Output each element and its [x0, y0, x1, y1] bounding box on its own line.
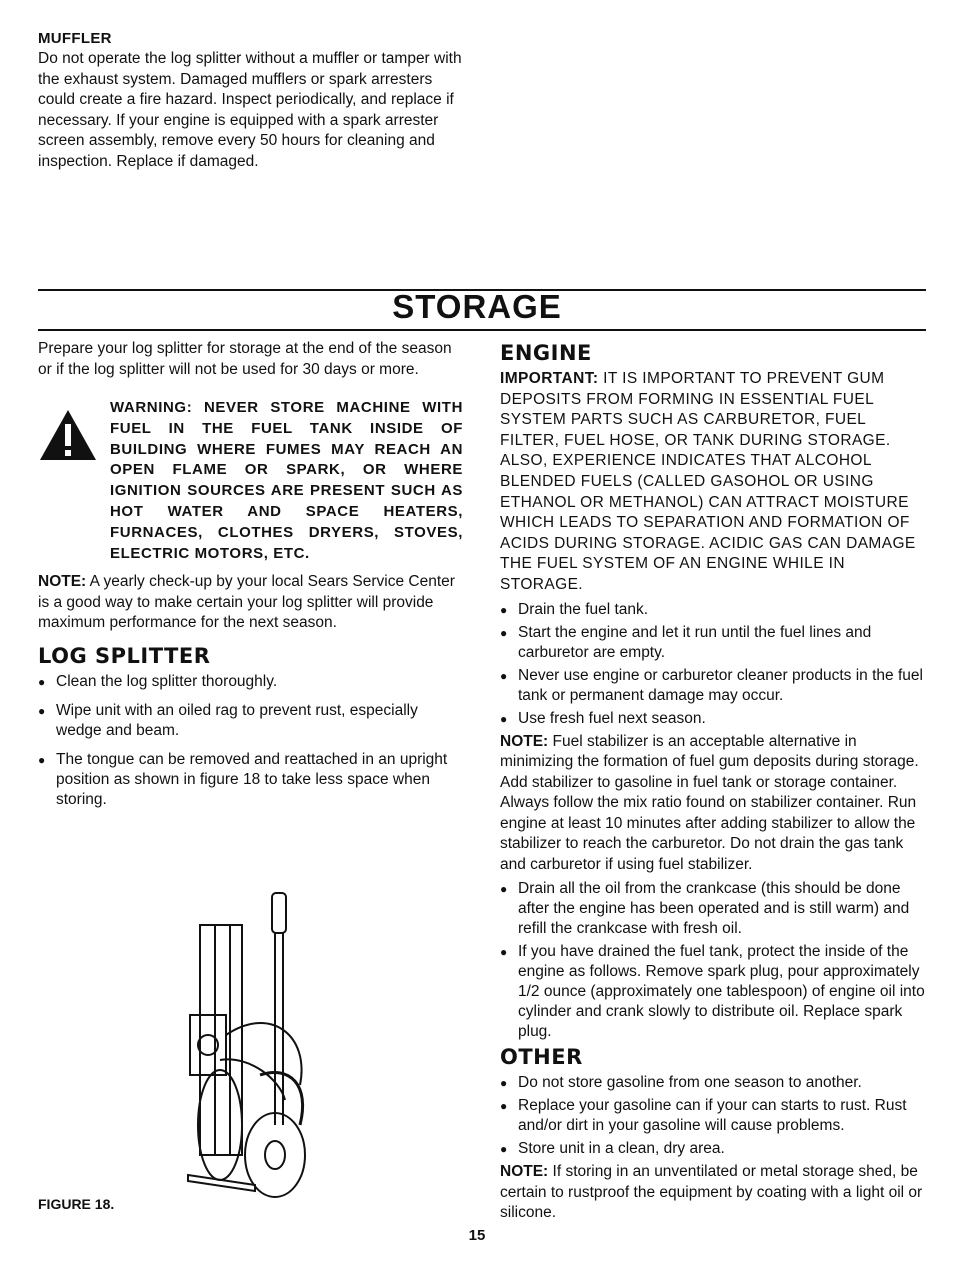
engine-list-1	[500, 600, 925, 729]
page-number: 15	[468, 1227, 486, 1244]
note-text: If storing in an unventilated or metal storage shed, be certain to rustproof the equipment by coating with a light oil or silicone.	[500, 1163, 923, 1222]
important-text: IT IS IMPORTANT TO PREVENT GUM DEPOSITS FROM FORMING IN ESSENTIAL FUEL SYSTEM PARTS SUCH AS CARBURETOR, FUEL FILTER, FUEL HOSE, OR TANK DURING STORAGE. ALSO, EXPERIENCE INDICATES THAT ALCOHOL BLENDED FUELS (CALLED GASOHOL OR USING ETHANOL OR METHANOL) CAN ATTRACT MOISTURE WHICH LEADS TO SEPARATION AND FORMATION OF ACIDS DURING STORAGE. ACIDIC GAS CAN DAMAGE THE FUEL SYSTEM OF AN ENGINE WHILE IN STORAGE.	[500, 370, 916, 593]
storage-note	[38, 572, 463, 634]
engine-list-2	[500, 879, 925, 1042]
warning-block	[38, 398, 463, 564]
muffler-body: Do not operate the log splitter without a muffler or tamper with the exhaust system. Damaged mufflers or spark arresters could create a fire hazard. Inspect periodically, and replace if necessary. If your engine is equipped with a spark arrester screen assembly, remove every 50 hours for cleaning and inspection. Replace if damaged.	[38, 50, 462, 170]
list-item: ● If you have drained the fuel tank, protect the inside of the engine as follows. Remove spark plug, pour approximately 1/2 ounce (approximately one tablespoon) of engine oil into cylinder and crank slowly to distribute oil. Replace spark plug.	[500, 942, 925, 1042]
list-item: ● Clean the log splitter thoroughly.	[38, 672, 463, 692]
log-splitter-heading: LOG SPLITTER	[38, 643, 211, 668]
list-item: ● Drain the fuel tank.	[500, 600, 925, 620]
engine-note	[500, 732, 925, 876]
bottom-rule	[38, 329, 926, 331]
muffler-section	[38, 30, 463, 172]
storage-title: STORAGE	[392, 288, 562, 325]
left-column	[38, 339, 463, 819]
list-item: ● Never use engine or carburetor cleaner products in the fuel tank or permanent damage may occur.	[500, 666, 925, 706]
other-heading: OTHER	[500, 1045, 583, 1070]
muffler-heading: MUFFLER	[38, 30, 112, 47]
list-item: ● Store unit in a clean, dry area.	[500, 1139, 925, 1159]
log-splitter-list	[38, 672, 463, 810]
figure-caption: FIGURE 18.	[38, 1196, 115, 1212]
other-note	[500, 1162, 925, 1224]
storage-intro: Prepare your log splitter for storage at the end of the season or if the log splitter will not be used for 30 days or more.	[38, 340, 452, 378]
right-column	[500, 341, 925, 1224]
warning-triangle-icon	[38, 398, 110, 564]
note-label: NOTE:	[500, 1163, 549, 1181]
important-label: IMPORTANT:	[500, 370, 599, 387]
note-text: Fuel stabilizer is an acceptable alternative in minimizing the formation of fuel gum deposits during storage. Add stabilizer to gasoline in fuel tank or storage container. Always follow the mix ratio found on stabilizer container. Run engine at least 10 minutes after adding stabilizer to allow the stabilizer to reach the carburetor. Do not drain the gas tank and carburetor if using fuel stabilizer.	[500, 732, 919, 873]
list-item: ● Wipe unit with an oiled rag to prevent rust, especially wedge and beam.	[38, 701, 463, 741]
list-item: ● The tongue can be removed and reattached in an upright position as shown in figure 18 to take less space when storing.	[38, 750, 463, 810]
engine-heading: ENGINE	[500, 341, 592, 365]
list-item: ● Do not store gasoline from one season to another.	[500, 1073, 925, 1093]
list-item: ● Use fresh fuel next season.	[500, 709, 925, 729]
list-item: ● Replace your gasoline can if your can starts to rust. Rust and/or dirt in your gasoline will cause problems.	[500, 1096, 925, 1136]
note-text: A yearly check-up by your local Sears Service Center is a good way to make certain your log splitter will provide maximum performance for the next season.	[38, 573, 455, 632]
note-label: NOTE:	[38, 573, 87, 591]
warning-text: WARNING: NEVER STORE MACHINE WITH FUEL IN THE FUEL TANK INSIDE OF BUILDING WHERE FUMES MAY REACH AN OPEN FLAME OR SPARK, OR WHERE IGNITION SOURCES ARE PRESENT SUCH AS HOT WATER AND SPACE HEATERS, FURNACES, CLOTHES DRYERS, STOVES, ELECTRIC MOTORS, ETC.	[110, 399, 463, 562]
list-item: ● Start the engine and let it run until the fuel lines and carburetor are empty.	[500, 623, 925, 663]
engine-important	[500, 369, 925, 596]
list-item: ● Drain all the oil from the crankcase (this should be done after the engine has been operated and is still warm) and refill the crankcase with fresh oil.	[500, 879, 925, 939]
note-label: NOTE:	[500, 732, 549, 750]
other-list	[500, 1073, 925, 1159]
figure-18-illustration	[160, 885, 330, 1205]
